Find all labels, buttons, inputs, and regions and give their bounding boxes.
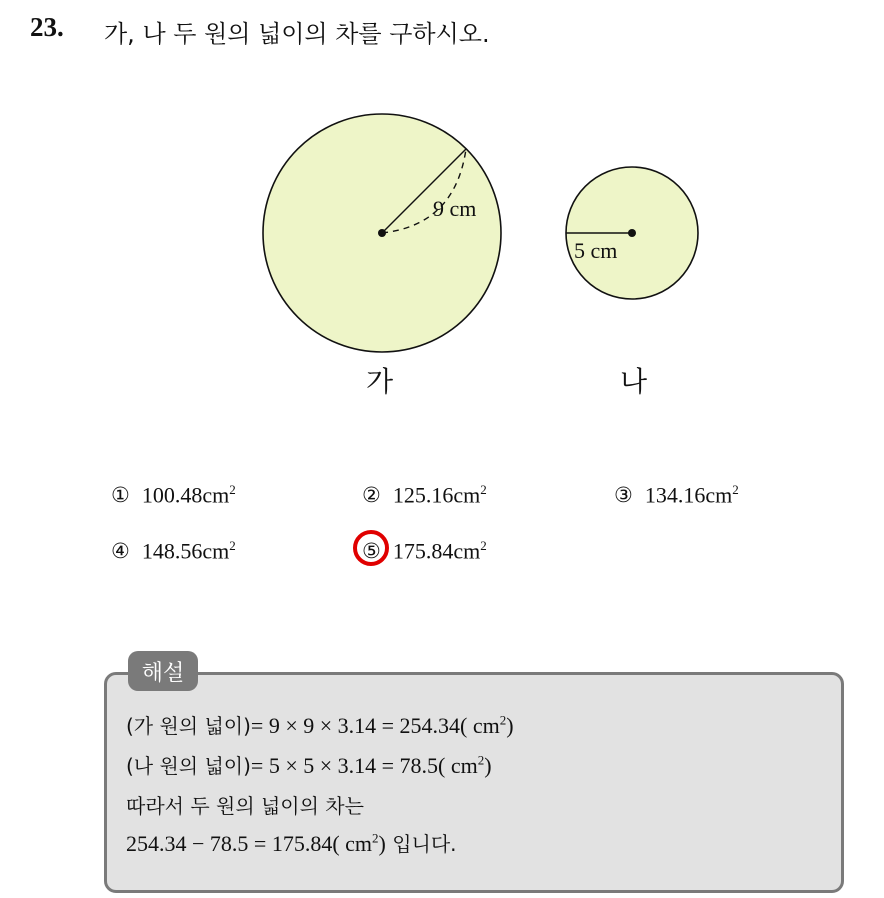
center-dot-na xyxy=(628,229,636,237)
solution-line-4-exp: 2 xyxy=(372,830,379,846)
choice-2[interactable] xyxy=(362,482,487,508)
solution-line-3 xyxy=(126,790,364,819)
solution-line-1-close: ) xyxy=(506,713,514,738)
center-dot-ga xyxy=(378,229,386,237)
choice-3[interactable] xyxy=(614,482,739,508)
choice-4-mark: ④ xyxy=(111,539,130,564)
solution-line-2-kr: (나 원의 넓이) xyxy=(126,754,251,778)
solution-line-2-expr: = 5 × 5 × 3.14 = 78.5( cm xyxy=(250,753,478,778)
question-text: 가, 나 두 원의 넓이의 차를 구하시오. xyxy=(104,20,490,48)
solution-line-4-kr: 입니다. xyxy=(385,832,457,856)
solution-line-1 xyxy=(126,710,514,739)
solution-line-4-close: ) xyxy=(378,831,386,856)
choice-3-mark: ③ xyxy=(614,483,633,508)
solution-line-1-kr: (가 원의 넓이) xyxy=(126,714,251,738)
choice-5-exp: 2 xyxy=(480,538,487,553)
solution-line-4-expr: 254.34 − 78.5 = 175.84( cm xyxy=(126,831,373,856)
radius-label-ga: 9 cm xyxy=(433,196,477,221)
solution-line-4 xyxy=(126,828,457,857)
solution-box xyxy=(104,672,844,893)
solution-line-3-kr: 따라서 두 원의 넓이의 차는 xyxy=(126,794,364,818)
choice-1-exp: 2 xyxy=(229,482,236,497)
choice-1[interactable] xyxy=(111,482,236,508)
solution-tag: 해설 xyxy=(128,651,198,691)
choice-2-mark: ② xyxy=(362,483,381,508)
choice-4-exp: 2 xyxy=(229,538,236,553)
choice-3-exp: 2 xyxy=(732,482,739,497)
answer-circle-mark xyxy=(353,530,389,566)
choice-2-exp: 2 xyxy=(480,482,487,497)
choice-3-value: 134.16cm xyxy=(644,482,733,508)
solution-line-1-expr: = 9 × 9 × 3.14 = 254.34( cm xyxy=(250,713,500,738)
choice-2-value: 125.16cm xyxy=(392,482,481,508)
solution-line-1-exp: 2 xyxy=(499,712,507,728)
choice-4-value: 148.56cm xyxy=(141,538,230,564)
choice-1-value: 100.48cm xyxy=(141,482,230,508)
solution-line-2 xyxy=(126,750,492,779)
question-number: 23. xyxy=(30,12,64,42)
choice-4[interactable] xyxy=(111,538,236,564)
solution-line-2-close: ) xyxy=(484,753,492,778)
choice-1-mark: ① xyxy=(111,483,130,508)
radius-label-na: 5 cm xyxy=(574,238,618,263)
choice-5-mark: ⑤ xyxy=(362,539,381,564)
solution-line-2-exp: 2 xyxy=(477,752,485,768)
circle-na-label: 나 xyxy=(620,365,648,398)
circle-ga-label: 가 xyxy=(366,365,394,398)
choice-5-value: 175.84cm xyxy=(392,538,481,564)
